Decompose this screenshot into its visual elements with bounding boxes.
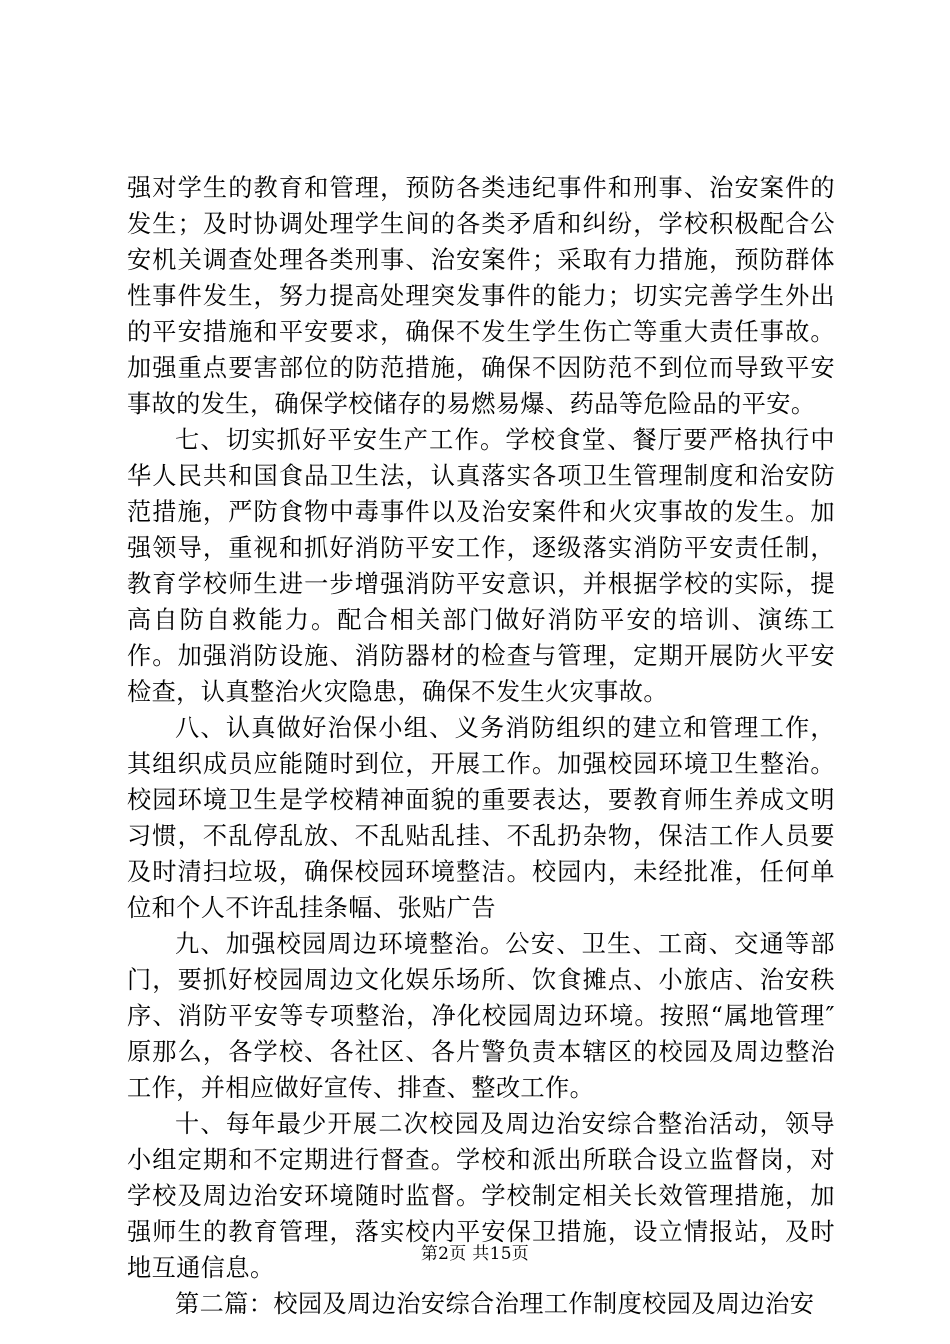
paragraph-continuation: 强对学生的教育和管理，预防各类违纪事件和刑事、治安案件的发生；及时协调处理学生间的各类矛盾和纠纷，学校积极配合公安机关调查处理各类刑事、治安案件；采取有力措施，预防群体性事件发生，努力提高处理突发事件的能力；切实完善学生外出的平安措施和平安要求，确保不发生学生伤亡等重大责任事故。加强重点要害部位的防范措施，确保不因防范不到位而导致平安事故的发生，确保学校储存的易燃易爆、药品等危险品的平安。: [127, 174, 835, 418]
paragraph-section-8: 八、认真做好治保小组、义务消防组织的建立和管理工作，其组织成员应能随时到位，开展工作。加强校园环境卫生整治。校园环境卫生是学校精神面貌的重要表达，要教育师生养成文明习惯，不乱停乱放、不乱贴乱挂、不乱扔杂物，保洁工作人员要及时清扫垃圾，确保校园环境整洁。校园内，未经批准，任何单位和个人不许乱挂条幅、张贴广告: [127, 714, 835, 922]
paragraph-section-10: 十、每年最少开展二次校园及周边治安综合整治活动，领导小组定期和不定期进行督查。学校和派出所联合设立监督岗，对学校及周边治安环境随时监督。学校制定相关长效管理措施，加强师生的教育管理，落实校内平安保卫措施，设立情报站，及时地互通信息。: [127, 1110, 835, 1282]
document-body: [127, 170, 835, 1322]
paragraph-section-9: 九、加强校园周边环境整治。公安、卫生、工商、交通等部门，要抓好校园周边文化娱乐场所、饮食摊点、小旅店、治安秩序、消防平安等专项整治，净化校园周边环境。按照“属地管理″原那么，各学校、各社区、各片警负责本辖区的校园及周边整治工作，并相应做好宣传、排查、整改工作。: [127, 930, 835, 1102]
paragraph-chapter-2-heading: 第二篇：校园及周边治安综合治理工作制度校园及周边治安: [175, 1290, 815, 1318]
page-number-footer: 第2页 共15页: [420, 1244, 530, 1264]
paragraph-section-7: 七、切实抓好平安生产工作。学校食堂、餐厅要严格执行中华人民共和国食品卫生法，认真落实各项卫生管理制度和治安防范措施，严防食物中毒事件以及治安案件和火灾事故的发生。加强领导，重视和抓好消防平安工作，逐级落实消防平安责任制，教育学校师生进一步增强消防平安意识，并根据学校的实际，提高自防自救能力。配合相关部门做好消防平安的培训、演练工作。加强消防设施、消防器材的检查与管理，定期开展防火平安检查，认真整治火灾隐患，确保不发生火灾事故。: [127, 426, 835, 706]
